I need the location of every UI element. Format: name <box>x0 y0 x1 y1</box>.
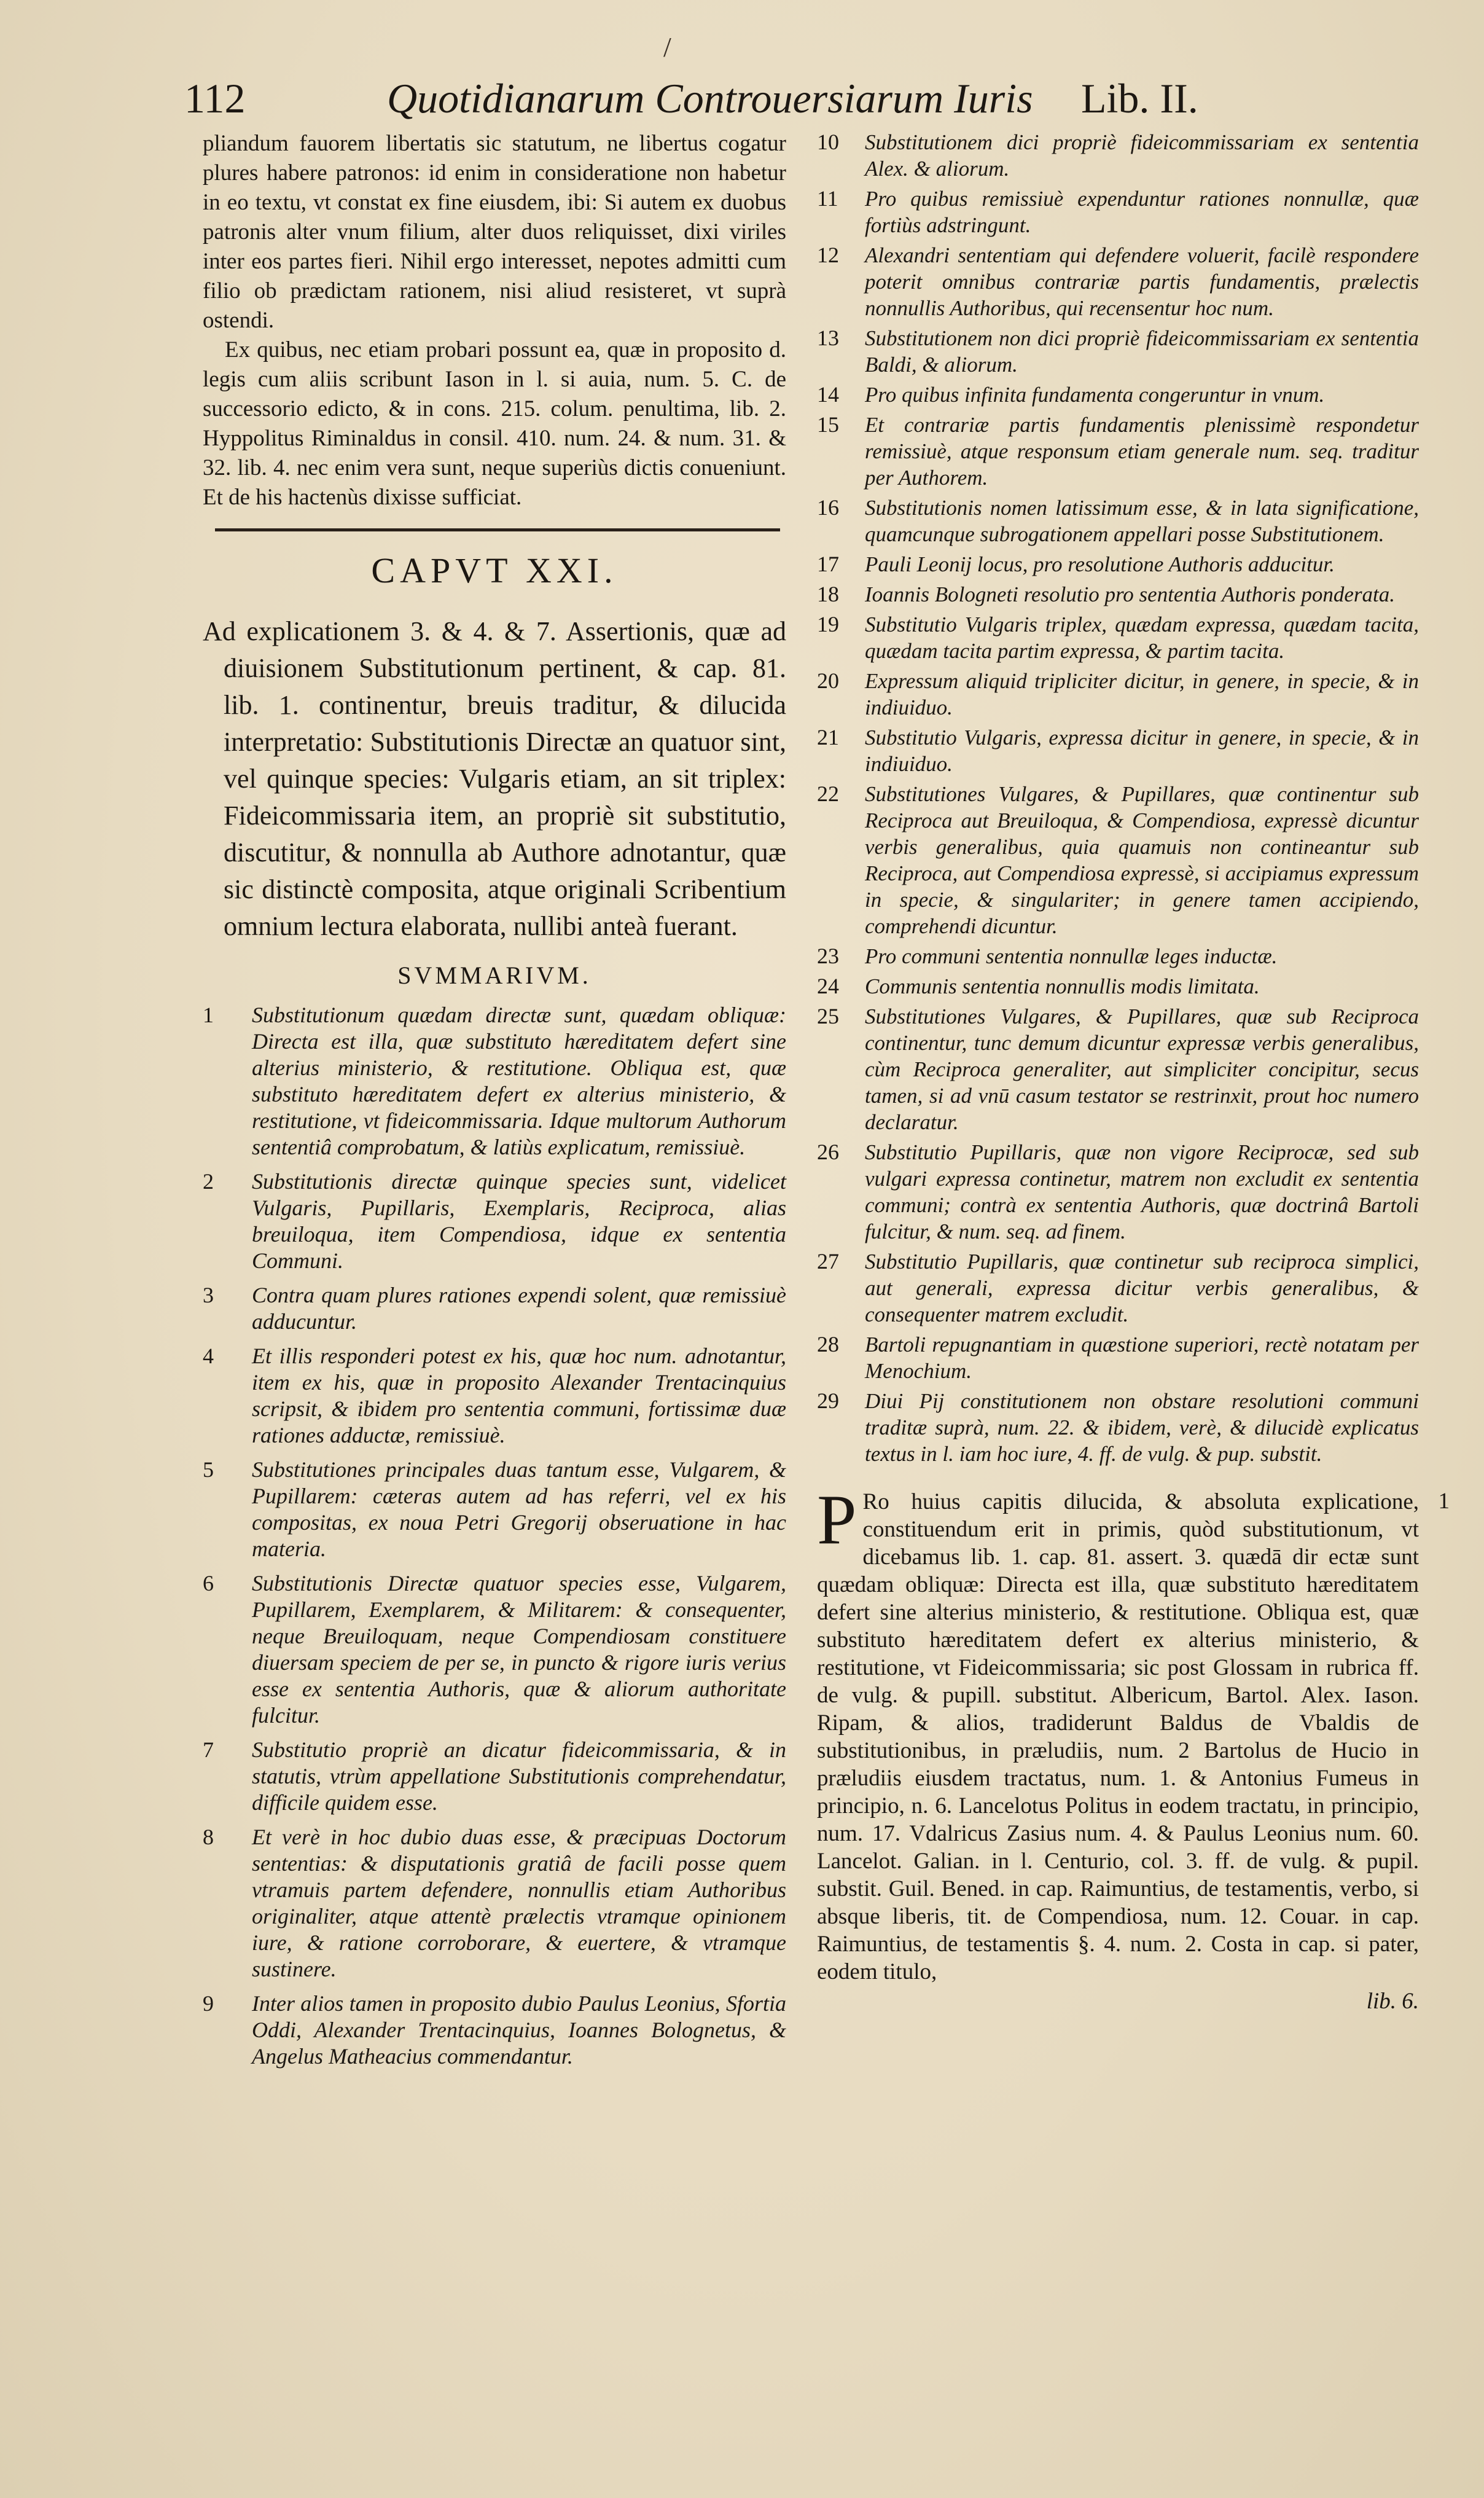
summary-item <box>817 1331 1419 1384</box>
summary-item <box>817 1248 1419 1328</box>
summary-item-number: 2 <box>203 1169 214 1194</box>
right-column <box>817 129 1450 2014</box>
summary-item-text: Bartoli repugnantiam in quæstione superiori, rectè notatam per Menochium. <box>865 1333 1419 1383</box>
summary-item <box>817 382 1419 408</box>
summary-item-number: 3 <box>203 1283 214 1307</box>
summary-item-number: 7 <box>203 1737 214 1762</box>
summary-item-text: Substitutionem dici propriè fideicommissariam ex sententia Alex. & aliorum. <box>865 130 1419 181</box>
summary-item-number: 19 <box>817 612 839 636</box>
summary-item-number: 13 <box>817 326 839 350</box>
margin-number: 1 <box>1438 1489 1450 1514</box>
summary-item <box>817 325 1419 378</box>
summary-item-text: Substitutiones Vulgares, & Pupillares, quæ sub Reciproca continentur, tunc demum dicuntur expressæ verbis generalibus, cùm Reciproca generaliter, aut simpliciter concipitur, secus tamen, si ad vnū casum testator se restrinxit, prout hoc numero declaratur. <box>865 1004 1419 1134</box>
summary-list-left <box>203 1002 786 2070</box>
summary-item-text: Contra quam plures rationes expendi solent, quæ remissiuè adducuntur. <box>252 1283 786 1334</box>
summary-item <box>817 129 1419 182</box>
catchword: lib. 6. <box>1366 1989 1419 2014</box>
summary-item-number: 24 <box>817 974 839 998</box>
summary-item-number: 29 <box>817 1388 839 1413</box>
summary-item <box>817 943 1419 969</box>
body-text: Ro huius capitis dilucida, & absoluta explicatione, constituendum erit in primis, quòd substitutionum, vt dicebamus lib. 1. cap. 81. assert. 3. quædā dir ectæ sunt quædam obliquæ: Directa est illa, quæ substituto hæreditatem defert sine alterius ministerio, & restitutione. Obliqua est, quæ substituto hæreditatem defert ex alterius ministerio, & restitutione, vt Fideicommissaria; sic post Glossam in rubrica ff. de vulg. & pupill. substitut. Albericum, Bartol. Alex. Iason. Ripam, & alios, tradiderunt Baldus de Vbaldis de substitutionibus, in præludiis, num. 2 Bartolus de Hucio in præludiis eiusdem tractatus, num. 1. & Antonius Fumeus in principio, n. 6. Lancelotus Politus in eodem tractatu, in principio, num. 17. Vdalricus Zasius num. 4. & Paulus Leonius num. 60. Lancelot. Galian. in l. Centurio, col. 3. ff. de vulg. & pupil. substit. Guil. Bened. in cap. Raimuntius, de testamentis, verbo, si absque liberis, tit. de Compendiosa, num. 12. Couar. in cap. Raimuntius, de testamentis §. 4. num. 2. Costa in cap. si pater, eodem titulo, <box>817 1489 1419 1984</box>
summary-item-number: 23 <box>817 944 839 968</box>
summary-item <box>203 1737 786 1816</box>
summary-item-number: 6 <box>203 1571 214 1596</box>
summary-item <box>817 781 1419 939</box>
summary-item-text: Et contrariæ partis fundamentis plenissimè respondetur remissiuè, atque responsum etiam generale num. seq. traditur per Authorem. <box>865 413 1419 490</box>
summary-item <box>203 1824 786 1983</box>
summary-item <box>203 1343 786 1449</box>
summary-item <box>817 668 1419 721</box>
summary-item-text: Et verè in hoc dubio duas esse, & præcipuas Doctorum sententias: & disputationis gratiâ de facili posse quem vtramuis partem defendere, nonnullis etiam Authoribus originaliter, atque attentè prælectis vtramque opinionem iure, & ratione corroborare, & euertere, & vtramque sustinere. <box>252 1825 786 1981</box>
summary-item-text: Substitutiones Vulgares, & Pupillares, quæ continentur sub Reciproca aut Breuiloqua, & Compendiosa, expressè dicuntur verbis generalibus, quia quamuis non contineantur sub Reciproca, aut Compendiosa expressè, si accipiamus expressum in specie, & singulariter; in genere tamen accipiendo, comprehendi dicuntur. <box>865 782 1419 938</box>
summary-item-text: Substitutiones principales duas tantum esse, Vulgarem, & Pupillarem: cæteras autem ad has referri, vel ex his compositas, ex noua Petri Gregorij obseruatione in hac materia. <box>252 1457 786 1561</box>
summary-item <box>817 551 1419 578</box>
summary-item-text: Pro quibus infinita fundamenta congeruntur in vnum. <box>865 383 1325 407</box>
summary-item <box>817 581 1419 608</box>
section-rule <box>215 528 780 531</box>
summary-item <box>817 611 1419 664</box>
book-label: Lib. II. <box>1081 75 1198 122</box>
summary-item-text: Pauli Leonij locus, pro resolutione Authoris adducitur. <box>865 552 1335 576</box>
summary-item-number: 15 <box>817 412 839 437</box>
summary-item <box>203 1570 786 1729</box>
summary-item-text: Substitutio Pupillaris, quæ non vigore Reciprocæ, sed sub vulgari expressa continetur, matrem non excludit ex sententia communi; contrà ex sententia Authoris, quæ doctrinâ Bartoli fulcitur, & num. seq. ad finem. <box>865 1140 1419 1243</box>
chapter-heading: CAPVT XXI. <box>371 550 618 590</box>
summary-item-number: 22 <box>817 781 839 806</box>
page-header <box>184 74 1228 123</box>
drop-capital: P <box>817 1481 857 1559</box>
summary-item-number: 10 <box>817 130 839 154</box>
summary-item <box>817 1139 1419 1245</box>
summary-item-text: Alexandri sententiam qui defendere voluerit, facilè respondere poterit omnibus contrariæ partis fundamentis, prælectis nonnullis Authoribus, qui recensentur hoc num. <box>865 243 1419 320</box>
summary-item-number: 5 <box>203 1457 214 1482</box>
summary-item <box>203 1991 786 2070</box>
summary-item-number: 27 <box>817 1249 839 1274</box>
summary-item <box>203 1002 786 1161</box>
summary-item <box>203 1282 786 1335</box>
summary-item-number: 8 <box>203 1825 214 1849</box>
summary-item-text: Pro communi sententia nonnullæ leges inductæ. <box>865 944 1278 968</box>
summary-item-text: Substitutio Vulgaris triplex, quædam expressa, quædam tacita, quædam tacita partim expressa, & partim tacita. <box>865 613 1419 663</box>
summary-item-text: Et illis responderi potest ex his, quæ hoc num. adnotantur, item ex his, quæ in proposito Alexander Trentacinquius scripsit, & ibidem pro sententia communi, fortissimæ duæ rationes adductæ, remissiuè. <box>252 1344 786 1447</box>
summary-item-text: Substitutionis nomen latissimum esse, & in lata significatione, quamcunque subrogationem appellari posse Substitutionem. <box>865 496 1419 546</box>
summary-item-number: 14 <box>817 382 839 407</box>
summary-item-number: 12 <box>817 243 839 267</box>
summary-item <box>817 412 1419 491</box>
summary-item-text: Expressum aliquid tripliciter dicitur, in genere, in specie, & in indiuiduo. <box>865 669 1419 719</box>
left-column <box>203 129 786 2078</box>
summary-item-text: Substitutio propriè an dicatur fideicommissaria, & in statutis, vtrùm appellatione Substitutionis comprehendatur, difficile quidem esse. <box>252 1737 786 1815</box>
summary-item-text: Substitutio Vulgaris, expressa dicitur in genere, in specie, & in indiuiduo. <box>865 726 1419 776</box>
summary-item <box>817 495 1419 547</box>
summary-item-number: 1 <box>203 1003 214 1027</box>
summary-item-text: Diui Pij constitutionem non obstare resolutioni communi traditæ suprà, num. 22. & ibidem, verè, & dilucidè explicatus textus in l. iam hoc iure, 4. ff. de vulg. & pup. substit. <box>865 1389 1419 1466</box>
summary-item-number: 26 <box>817 1140 839 1164</box>
summary-item-number: 18 <box>817 582 839 606</box>
left-paragraph-1: pliandum fauorem libertatis sic statutum, ne libertus cogatur plures habere patronos: id enim in consideratione non habetur in eo textu, vt constat ex fine eiusdem, ibi: Si autem ex duobus patronis alter vnum filium, alter duos reliquisset, dixi viriles inter eos partes fieri. Nihil ergo interesset, nepotes admitti cum filio ob prædictam rationem, nisi aliud resisteret, vt suprà ostendi. <box>203 131 786 333</box>
summary-item-text: Pro quibus remissiuè expenduntur rationes nonnullæ, quæ fortiùs adstringunt. <box>865 187 1419 237</box>
summary-item-number: 9 <box>203 1991 214 2016</box>
summary-item-number: 21 <box>817 725 839 750</box>
summary-item <box>817 1388 1419 1467</box>
summary-item-number: 11 <box>817 186 838 211</box>
summary-item-number: 16 <box>817 495 839 520</box>
corner-mark: / <box>663 31 671 63</box>
summary-item-number: 20 <box>817 668 839 693</box>
summary-item-number: 25 <box>817 1004 839 1028</box>
summary-list-right <box>817 129 1419 1467</box>
left-paragraph-2: Ex quibus, nec etiam probari possunt ea, quæ in proposito d. legis cum aliis scribunt Iason in l. si auia, num. 5. C. de successorio edicto, & in cons. 215. colum. penultima, lib. 2. Hyppolitus Riminaldus in consil. 410. num. 24. & num. 31. & 32. lib. 4. nec enim vera sunt, neque superiùs dictis conueniunt. Et de his hactenùs dixisse sufficiat. <box>203 337 786 510</box>
summary-item <box>817 973 1419 1000</box>
summary-heading: SVMMARIVM. <box>397 961 592 989</box>
summary-item-text: Inter alios tamen in proposito dubio Paulus Leonius, Sfortia Oddi, Alexander Trentacinquius, Ioannes Bolognetus, & Angelus Matheacius commendantur. <box>252 1991 786 2069</box>
summary-item-text: Substitutionis directæ quinque species sunt, videlicet Vulgaris, Pupillaris, Exemplaris, Reciproca, alias breuiloqua, item Compendiosa, idque ex sententia Communi. <box>252 1169 786 1273</box>
summary-item <box>203 1169 786 1274</box>
summary-item <box>817 242 1419 321</box>
summary-item-number: 17 <box>817 552 839 576</box>
summary-item <box>817 724 1419 777</box>
chapter-body <box>817 1481 1450 2014</box>
summary-item-text: Substitutionum quædam directæ sunt, quædam obliquæ: Directa est illa, quæ substituto hæreditatem defert sine alterius ministerio, & restitutione. Obliqua est, quæ substituto hæreditatem defert ex alterius ministerio, & restitutione, vt fideicommissaria. Idque multorum Authorum sententiâ comprobatum, & latiùs explicatum, remissiuè. <box>252 1003 786 1159</box>
summary-item <box>817 186 1419 238</box>
running-title: Quotidianarum Controuersiarum Iuris <box>387 75 1033 122</box>
summary-item <box>203 1457 786 1562</box>
summary-item-text: Ioannis Bologneti resolutio pro sententia Authoris ponderata. <box>865 582 1395 606</box>
summary-item-text: Communis sententia nonnullis modis limitata. <box>865 974 1260 998</box>
chapter-argument: Ad explicationem 3. & 4. & 7. Assertionis, quæ ad diuisionem Substitutionum pertinent, & cap. 81. lib. 1. continentur, breuis traditur, & dilucida interpretatio: Substitutionis Directæ an quatuor sint, vel quinque species: Vulgaris etiam, an sit triplex: Fideicommissaria item, an propriè sit substitutio, discutitur, & nonnulla ab Authore adnotantur, quæ sic distinctè composita, atque originali Scribentium omnium lectura elaborata, nullibi anteà fuerant. <box>203 616 786 941</box>
summary-item-number: 28 <box>817 1332 839 1357</box>
summary-item-text: Substitutio Pupillaris, quæ continetur sub reciproca simplici, aut generali, expressa dicitur verbis generalibus, & consequenter matrem excludit. <box>865 1250 1419 1326</box>
page-number: 112 <box>184 75 246 122</box>
summary-item <box>817 1003 1419 1135</box>
summary-item-text: Substitutionis Directæ quatuor species esse, Vulgarem, Pupillarem, Exemplarem, & Militarem: & consequenter, neque Breuiloquam, neque Compendiosam constituere diuersam speciem de per se, in puncto & rigore iuris verius esse ex sententia Authoris, quæ & aliorum authoritate fulcitur. <box>252 1571 786 1728</box>
summary-item-text: Substitutionem non dici propriè fideicommissariam ex sententia Baldi, & aliorum. <box>865 326 1419 377</box>
summary-item-number: 4 <box>203 1344 214 1368</box>
